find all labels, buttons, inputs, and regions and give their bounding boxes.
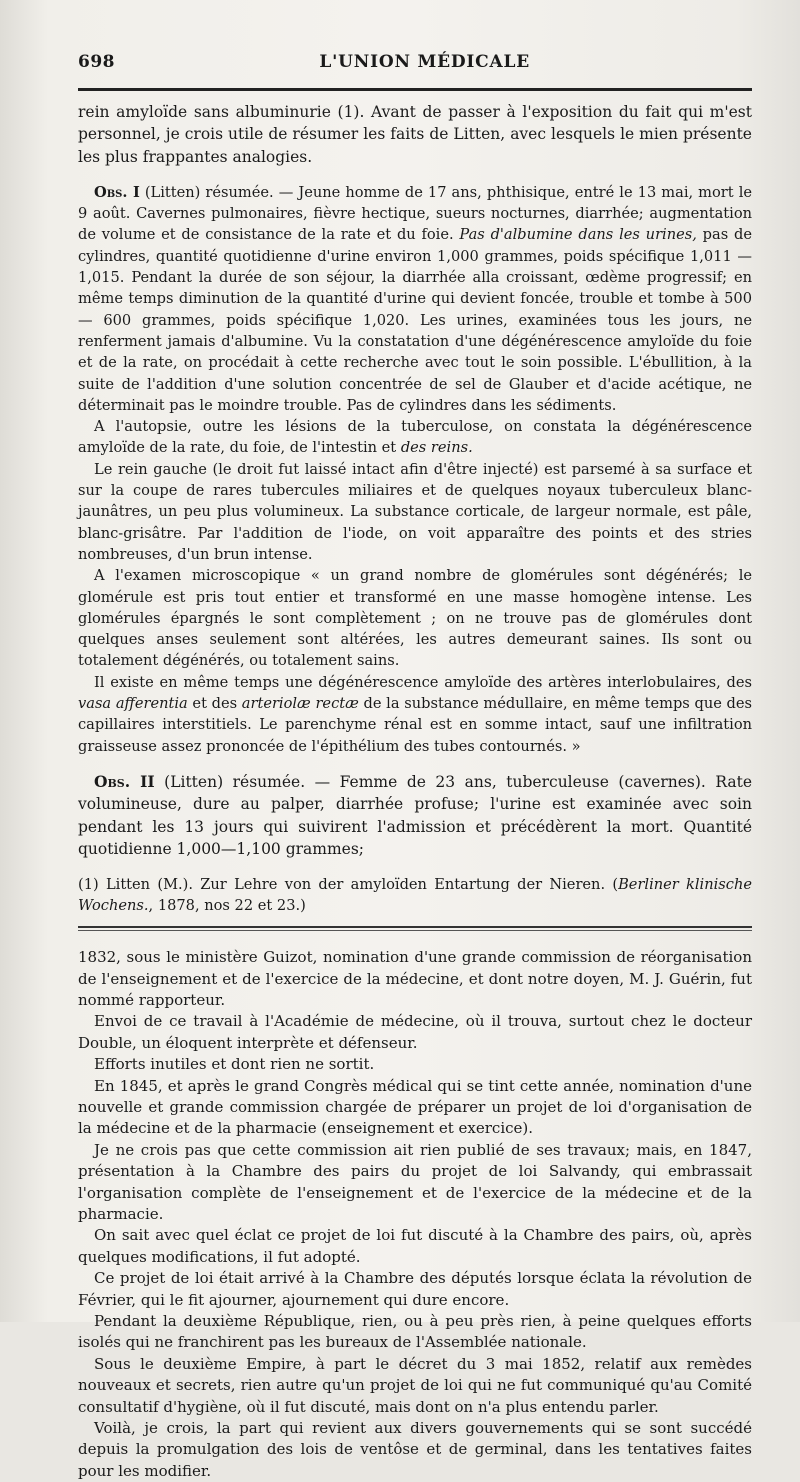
observation-1	[78, 182, 752, 757]
intro-paragraph: rein amyloïde sans albuminurie (1). Avant de passer à l'exposition du fait qui m'est personnel, je crois utile de résumer les faits de Litten, avec lesquels le mien présente les plus frappantes analogies.	[78, 103, 752, 166]
feuilleton-paragraph: Pendant la deuxième République, rien, ou à peu près rien, à peine quelques efforts isolés qui ne franchirent pas les bureaux de l'Assemblée nationale.	[78, 1312, 752, 1352]
feuilleton-paragraph: 1832, sous le ministère Guizot, nomination d'une grande commission de réorganisation de l'enseignement et de l'exercice de la médecine, et dont notre doyen, M. J. Guérin, fut nommé rapporteur.	[78, 948, 752, 1009]
page-header	[78, 52, 752, 82]
feuilleton-paragraph: On sait avec quel éclat ce projet de loi fut discuté à la Chambre des pairs, où, après quelques modifications, il fut adopté.	[78, 1226, 752, 1266]
feuilleton-paragraph: Voilà, je crois, la part qui revient aux divers gouvernements qui se sont succédé depuis la promulgation des lois de ventôse et de germinal, dans les tentatives faites pour les modifier.	[78, 1419, 752, 1480]
feuilleton-paragraph: En 1845, et après le grand Congrès médical qui se tint cette année, nomination d'une nouvelle et grande commission chargée de préparer un projet de loi d'organisation de la médecine et de la pharmacie (enseignement et exercice).	[78, 1076, 752, 1138]
feuilleton-paragraph: Sous le deuxième Empire, à part le décret du 3 mai 1852, relatif aux remèdes nouveaux et secrets, rien autre qu'un projet de loi qui ne fut communiqué qu'au Comité consultatif d'hygiène, où il fut discuté, mais dont on n'a plus entendu parler.	[78, 1354, 752, 1416]
feuilleton-paragraph: Ce projet de loi était arrivé à la Chambre des députés lorsque éclata la révolution de Février, qui le fit ajourner, ajournement qui dure encore.	[78, 1269, 752, 1309]
feuilleton-separator	[78, 926, 752, 931]
obs1-label: Obs. I	[94, 183, 140, 201]
page-number: 698	[78, 52, 115, 72]
main-article	[78, 101, 752, 168]
running-head: L'UNION MÉDICALE	[319, 52, 530, 72]
feuilleton-text	[78, 947, 752, 1482]
observation-2	[78, 771, 752, 860]
feuilleton-paragraph: Je ne crois pas que cette commission ait rien publié de ses travaux; mais, en 1847, présentation à la Chambre des pairs du projet de loi Salvandy, qui embrassait l'organisation complète de l'enseignement et de l'exercice de la médecine et de la pharmacie.	[78, 1140, 752, 1223]
obs1-paragraph-3: Le rein gauche (le droit fut laissé intact afin d'être injecté) est parsemé à sa surface et sur la coupe de rares tubercules miliaires et de quelques noyaux tuberculeux blanc-jaunâtres, un peu plus volumineux. La substance corticale, de largeur normale, est pâle, blanc-grisâtre. Par l'addition de l'iode, on voit apparaître des points et des stries nombreuses, d'un brun intense.	[78, 460, 752, 563]
obs1-paragraph-5: Il existe en même temps une dégénérescence amyloïde des artères interlobulaires, des vasa afferentia et des arteriolæ rectæ de la substance médullaire, en même temps que des capillaires interstitiels. Le parenchyme rénal est en somme intact, sauf une infiltration graisseuse assez prononcée de l'épithélium des tubes contournés. »	[78, 673, 753, 755]
feuilleton-paragraph: Efforts inutiles et dont rien ne sortit.	[94, 1055, 375, 1074]
obs1-paragraph-2: A l'autopsie, outre les lésions de la tuberculose, on constata la dégénérescence amyloïde de la rate, du foie, de l'intestin et des reins.	[78, 418, 752, 457]
feuilleton-paragraph: Envoi de ce travail à l'Académie de médecine, où il trouva, surtout chez le docteur Double, un éloquent interprète et défenseur.	[78, 1012, 752, 1052]
obs1-paragraph-1: Obs. I (Litten) résumée. — Jeune homme de 17 ans, phthisique, entré le 13 mai, mort le 9 août. Cavernes pulmonaires, fièvre hectique, sueurs nocturnes, diarrhée; augmentation de volume et de consistance de la rate et du foie. Pas d'albumine dans les urines, pas de cylindres, quantité quotidienne d'urine environ 1,000 grammes, poids spécifique 1,011 — 1,015. Pendant la durée de son séjour, la diarrhée alla croissant, œdème progressif; en même temps diminution de la quantité d'urine qui devient foncée, trouble et tombe à 500 — 600 grammes, poids spécifique 1,020. Les urines, examinées tous les jours, ne renferment jamais d'albumine. Vu la constatation d'une dégénérescence amyloïde du foie et de la rate, on procédait à cette recherche avec tout le soin possible. L'ébullition, à la suite de l'addition d'une solution concentrée de sel de Glauber et d'acide acétique, ne déterminait pas le moindre trouble. Pas de cylindres dans les sédiments.	[78, 183, 753, 414]
footnote: (1) Litten (M.). Zur Lehre von der amyloïden Entartung der Nieren. (Berliner klinische Wochens., 1878, nos 22 et 23.)	[78, 876, 752, 915]
obs2-label: Obs. II	[94, 771, 155, 791]
header-rule	[78, 88, 752, 91]
obs1-paragraph-4: A l'examen microscopique « un grand nombre de glomérules sont dégénérés; le glomérule est pris tout entier et transformé en une masse homogène intense. Les glomérules épargnés le sont complètement ; on ne trouve pas de glomérules dont quelques anses seulement sont altérées, les autres demeurant saines. Ils sont ou totalement dégénérés, ou totalement sains.	[78, 567, 752, 670]
obs2-paragraph: Obs. II (Litten) résumée. — Femme de 23 ans, tuberculeuse (cavernes). Rate volumineuse, dure au palper, diarrhée profuse; l'urine est examinée avec soin pendant les 13 jours qui suivirent l'admission et précédèrent la mort. Quantité quotidienne 1,000—1,100 grammes;	[78, 771, 753, 858]
